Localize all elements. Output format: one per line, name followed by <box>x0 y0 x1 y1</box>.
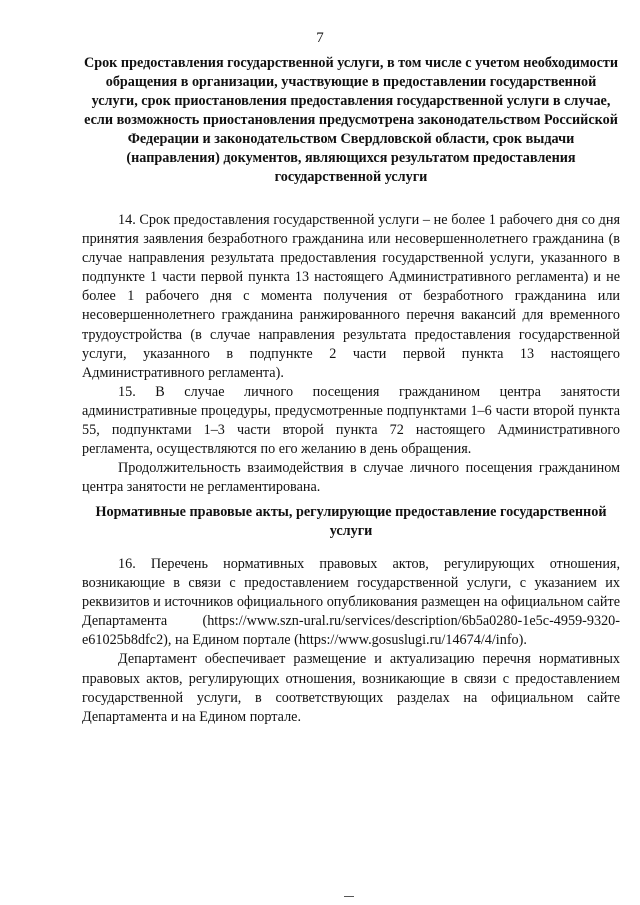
terms-section-body <box>82 211 620 497</box>
paragraph-department: Департамент обеспечивает размещение и актуализацию перечня нормативных правовых актов, регулирующих отношения, возникающие в связи с предоставлением государственной услуги, в соответствующих разделах на официальном сайте Департамента и на Едином портале. <box>82 651 620 725</box>
paragraph-16: 16. Перечень нормативных правовых актов, регулирующих отношения, возникающие в связи с предоставлением государственной услуги, с указанием их реквизитов и источников официального опубликования размещен на официальном сайте Департамента (https://www.szn-ural.ru/services/description/6b5a0280-1e5c-4959-9320-e61025b8dfc2), на Едином портале (https://www.gosuslugi.ru/14674/4/info). <box>82 556 620 649</box>
paragraph-15: 15. В случае личного посещения гражданином центра занятости административные процедуры, предусмотренные подпунктами 1–6 части второй пункта 55, подпунктами 1–3 части второй пункта 72 настоящего Административного регламента, осуществляются по его желанию в день обращения. <box>82 383 620 458</box>
section-heading-legal-acts: Нормативные правовые акты, регулирующие предоставление государственной услуги <box>95 504 607 539</box>
section-heading-terms: Срок предоставления государственной услуги, в том числе с учетом необходимости обращения в организации, участвующие в предоставлении государственной услуги, срок приостановления предоставления государственной услуги в случае, если возможность приостановления предусмотрена законодательством Российской Федерации и законодательством Свердловской области, срок выдачи (направления) документов, являющихся результатом предоставления государственной услуги <box>83 55 619 185</box>
footer-mark <box>344 896 354 897</box>
page-number: 7 <box>316 30 324 46</box>
paragraph-duration: Продолжительность взаимодействия в случае личного посещения гражданином центра занятости не регламентирована. <box>82 460 620 496</box>
legal-acts-section-body <box>82 555 620 727</box>
paragraph-14: 14. Срок предоставления государственной услуги – не более 1 рабочего дня со дня принятия заявления безработного гражданина или несовершеннолетнего гражданина (в случае направления результата предоставления государственной услуги, указанного в подпункте 1 части первой пункта 13 настоящего Административного регламента) и не более 1 рабочего дня с момента получения от безработного гражданина или несовершеннолетнего гражданина ранжированного перечня вакансий для временного трудоустройства (в случае направления результата предоставления государственной услуги, указанного в подпункте 2 части первой пункта 13 настоящего Административного регламента). <box>82 212 620 381</box>
